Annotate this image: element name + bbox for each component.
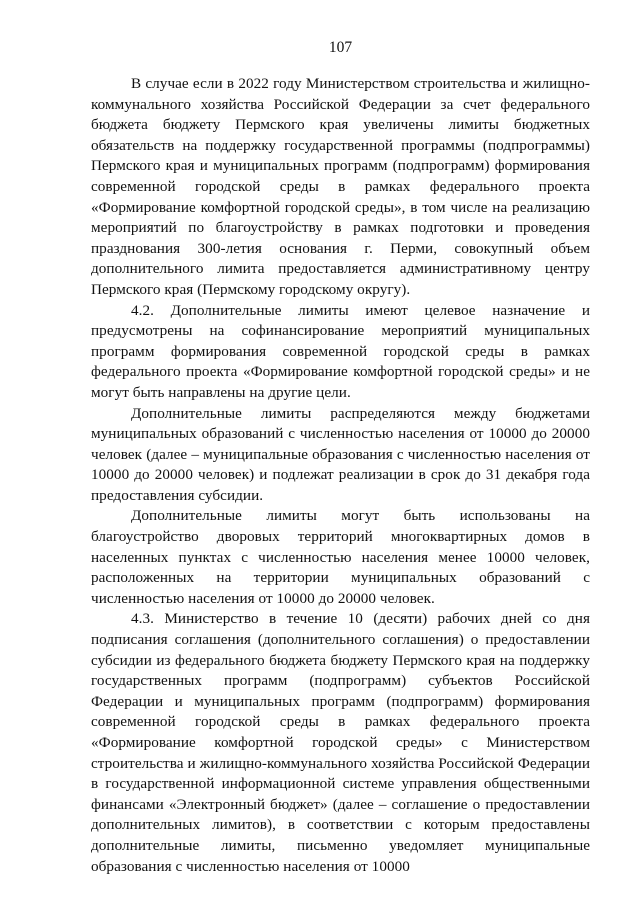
paragraph-additional-limits-perm: В случае если в 2022 году Министерством строительства и жилищно-коммунального хозяйства Российской Федерации за счет федерального бюджета бюджету Пермского края увеличены лимиты бюджетных обязательств на поддержку государственной программы (подпрограммы) Пермского края и муниципальных программ (подпрограмм) формирования современной городской среды в рамках федерального проекта «Формирование комфортной городской среды», в том числе на реализацию мероприятий по благоустройству в рамках подготовки и проведения празднования 300-летия основания г. Перми, совокупный объем дополнительного лимита предоставляется административному центру Пермского края (Пермскому городскому округу).	[91, 75, 590, 298]
paragraph-limits-usage: Дополнительные лимиты могут быть использованы на благоустройство дворовых территорий многоквартирных домов в населенных пунктах с численностью населения менее 10000 человек, расположенных на территории муниципальных образований с численностью населения от 10000 до 20000 человек.	[91, 507, 590, 607]
paragraph-4-3: 4.3. Министерство в течение 10 (десяти) рабочих дней со дня подписания соглашения (дополнительного соглашения) о предоставлении субсидии из федерального бюджета бюджету Пермского края на поддержку государственных программ (подпрограмм) субъектов Российской Федерации и муниципальных программ (подпрограмм) формирования современной городской среды в рамках федерального проекта «Формирование комфортной городской среды» с Министерством строительства и жилищно-коммунального хозяйства Российской Федерации в государственной информационной системе управления общественными финансами «Электронный бюджет» (далее – соглашение о предоставлении дополнительных лимитов), в соответствии с которым предоставлены дополнительные лимиты, письменно уведомляет муниципальные образования с численностью населения от 10000	[91, 610, 590, 875]
paragraph-limits-distribution: Дополнительные лимиты распределяются между бюджетами муниципальных образований с численностью населения от 10000 до 20000 человек (далее – муниципальные образования с численностью населения от 10000 до 20000 человек) и подлежат реализации в срок до 31 декабря года предоставления субсидии.	[91, 404, 590, 504]
page-number: 107	[328, 39, 353, 56]
paragraph-4-2: 4.2. Дополнительные лимиты имеют целевое назначение и предусмотрены на софинансирование мероприятий муниципальных программ формирования современной городской среды в рамках федерального проекта «Формирование комфортной городской среды» и не могут быть направлены на другие цели.	[91, 301, 590, 401]
